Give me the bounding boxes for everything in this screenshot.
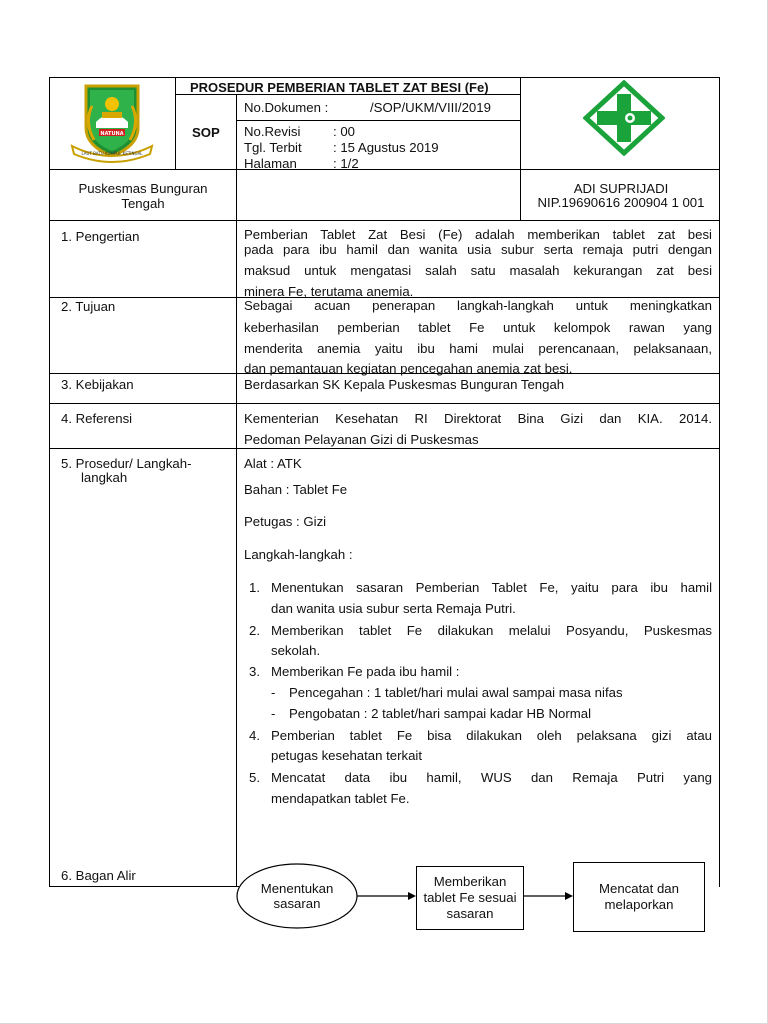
tujuan-line: dan pemantauan kegiatan pencegahan anemia zat besi. (244, 361, 573, 376)
step-line: petugas kesehatan terkait (271, 748, 423, 763)
flowchart-arrowhead (565, 892, 573, 900)
flowchart-node-2-line: tablet Fe sesuai (423, 890, 517, 905)
flowchart-node-2-line: Memberikan (433, 874, 507, 889)
step-number: 3. (249, 664, 260, 679)
section-label-referensi: 4. Referensi (61, 411, 133, 426)
pengertian-line: minera Fe, terutama anemia. (244, 284, 414, 299)
doc-number-value: /SOP/UKM/VIII/2019 (370, 100, 491, 115)
org-name: Puskesmas Bunguran Tengah (78, 181, 208, 211)
signatory-name: ADI SUPRIJADI (573, 181, 669, 196)
sub-step-line: Pencegahan : 1 tablet/hari mulai awal sampai masa nifas (289, 685, 623, 700)
section-label-kebijakan: 3. Kebijakan (61, 377, 134, 392)
tujuan-line: Sebagai acuan penerapan langkah-langkah untuk meningkatkan (244, 298, 712, 313)
flowchart-node-3 (573, 862, 705, 932)
doc-number-label: No.Dokumen : (244, 100, 329, 115)
step-line: sekolah. (271, 643, 321, 658)
page-label: Halaman (244, 156, 297, 171)
revision-value: : 00 (333, 124, 355, 139)
step-line: Menentukan sasaran Pemberian Tablet Fe, yaitu para ibu hamil (271, 580, 712, 595)
step-line: Pemberian tablet Fe bisa dilakukan oleh pelaksana gizi atau (271, 728, 712, 743)
step-line: dan wanita usia subur serta Remaja Putri. (271, 601, 516, 616)
petugas-text: Petugas : Gizi (244, 514, 327, 529)
signatory-nip: NIP.19690616 200904 1 001 (537, 195, 705, 210)
step-line: mendapatkan tablet Fe. (271, 791, 410, 806)
tujuan-line: keberhasilan pemberian tablet Fe untuk kelompok rawan yang (244, 320, 712, 335)
kebijakan-text: Berdasarkan SK Kepala Puskesmas Bunguran Tengah (244, 377, 565, 392)
step-line: Memberikan Fe pada ibu hamil : (271, 664, 460, 679)
section-label-bagan-alir: 6. Bagan Alir (61, 868, 136, 883)
logo-motto: LAUT BATU KUMPUL KETINGAL (81, 151, 143, 156)
flowchart-node-3-line: Mencatat dan (599, 881, 679, 896)
step-number: 2. (249, 623, 260, 638)
sub-step-dash: - (271, 706, 276, 721)
section-label-prosedur-cont: langkah (81, 470, 128, 485)
step-number: 5. (249, 770, 260, 785)
sop-title: PROSEDUR PEMBERIAN TABLET ZAT BESI (Fe) (190, 80, 489, 95)
flowchart-node-2 (416, 866, 524, 930)
sop-label: SOP (192, 125, 220, 140)
pengertian-line: Pemberian Tablet Zat Besi (Fe) adalah memberikan tablet zat besi (244, 227, 712, 242)
langkah-title: Langkah-langkah : (244, 547, 353, 562)
sub-step-dash: - (271, 685, 276, 700)
alat-text: Alat : ATK (244, 456, 302, 471)
step-number: 4. (249, 728, 260, 743)
pengertian-line: pada para ibu hamil dan wanita usia subur serta remaja putri dengan (244, 242, 712, 257)
step-number: 1. (249, 580, 260, 595)
flowchart-node-3-line: melaporkan (604, 897, 674, 912)
flowchart-node-1-line: sasaran (273, 896, 321, 911)
referensi-line: Kementerian Kesehatan RI Direktorat Bina Gizi dan KIA. 2014. (244, 411, 712, 426)
sub-step-line: Pengobatan : 2 tablet/hari sampai kadar HB Normal (289, 706, 592, 721)
pengertian-line: maksud untuk mengatasi salah satu masalah kekurangan zat besi (244, 263, 712, 278)
flowchart-node-1-line: Menentukan (260, 881, 334, 896)
tujuan-line: menderita anemia yaitu ibu hami mulai perencanaan, pelaksanaan, (244, 341, 712, 356)
issue-date-value: : 15 Agustus 2019 (333, 140, 439, 155)
revision-label: No.Revisi (244, 124, 301, 139)
section-label-prosedur: 5. Prosedur/ Langkah- (61, 456, 192, 471)
page-value: : 1/2 (333, 156, 359, 171)
flowchart-node-2-line: sasaran (446, 906, 494, 921)
referensi-line: Pedoman Pelayanan Gizi di Puskesmas (244, 432, 479, 447)
step-line: Mencatat data ibu hamil, WUS dan Remaja Putri yang (271, 770, 712, 785)
flowchart-arrowhead (408, 892, 416, 900)
step-line: Memberikan tablet Fe dilakukan melalui Posyandu, Puskesmas (271, 623, 712, 638)
section-label-tujuan: 2. Tujuan (61, 299, 116, 314)
bahan-text: Bahan : Tablet Fe (244, 482, 348, 497)
issue-date-label: Tgl. Terbit (244, 140, 302, 155)
logo-text: NATUNA (100, 131, 124, 137)
section-label-pengertian: 1. Pengertian (61, 229, 140, 244)
